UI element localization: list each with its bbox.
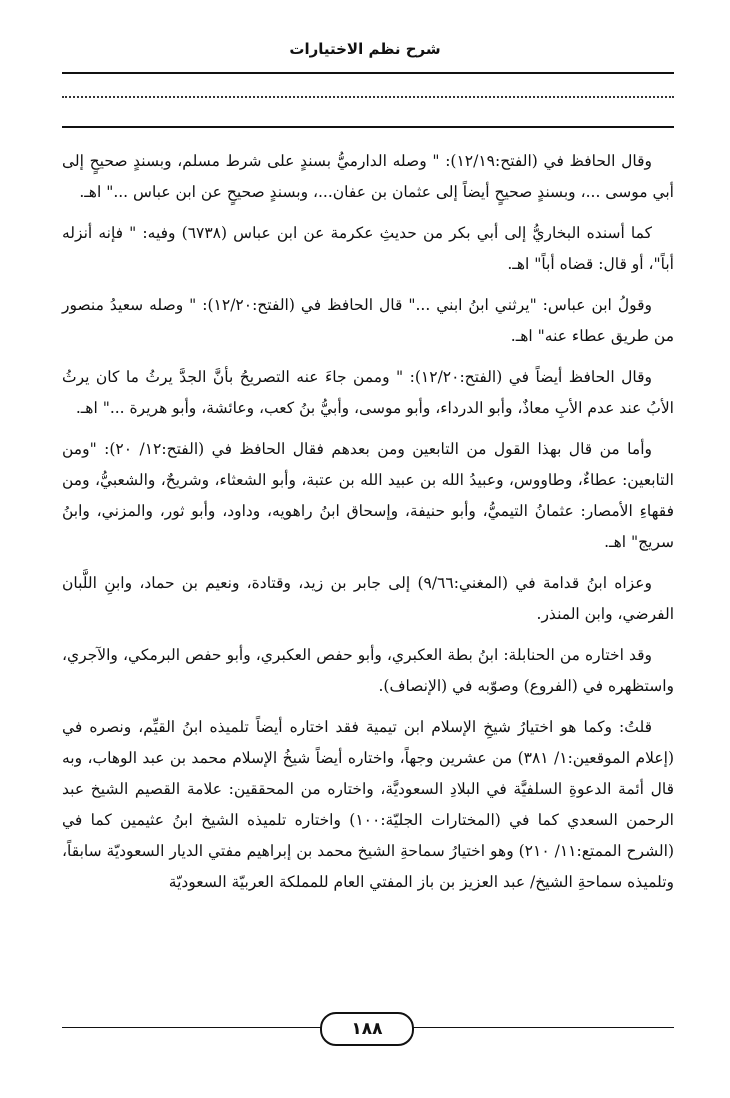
paragraph: وقولُ ابن عباس: "يرثني ابنُ ابني ..." قال الحافظ في (الفتح:١٢/٢٠): " وصله سعيدُ منصور من طريق عطاء عنه" اهـ. [62, 296, 674, 345]
paragraph: وعزاه ابنُ قدامة في (المغني:٩/٦٦) إلى جابر بن زيد، وقتادة، ونعيم بن حماد، وابنِ اللَّبان الفرضي، وابن المنذر. [62, 574, 674, 623]
page-header-title: شرح نظم الاختيارات [289, 40, 441, 58]
header-divider-lower [62, 126, 674, 128]
paragraph: كما أسنده البخاريُّ إلى أبي بكر من حديثِ عكرمة عن ابن عباس (٦٧٣٨) وفيه: " فإنه أنزله أباً"، أو قال: قضاه أباً" اهـ. [62, 224, 674, 273]
page-number: ١٨٨ [320, 1012, 414, 1046]
body-text [62, 146, 674, 908]
paragraph: قلتُ: وكما هو اختيارُ شيخِ الإسلام ابن تيمية فقد اختاره أيضاً تلميذه ابنُ القيِّم، ونصره في (إعلام الموقعين:١/ ٣٨١) من عشرين وجهاً، واختاره أيضاً شيخُ الإسلام محمد بن عبد الوهاب، وبه قال أئمة الدعوةِ السلفيَّة في البلادِ السعوديَّة، واختاره من المحققين: علامة القصيم الشيخ عبد الرحمن السعدي كما في (المختارات الجليّة:١٠٠) واختاره تلميذه الشيخ ابنُ عثيمين كما في (الشرح الممتع:١١/ ٢١٠) وهو اختيارُ سماحةِ الشيخ محمد بن إبراهيم مفتي الديار السعوديّة سابقاً، وتلميذه سماحةِ الشيخ/ عبد العزيز بن باز المفتي العام للمملكة العربيّة السعوديّة [62, 718, 674, 891]
dotted-separator [62, 96, 674, 98]
paragraph: وقد اختاره من الحنابلة: ابنُ بطة العكبري، وأبو حفص العكبري، وأبو حفص البرمكي، والآجري، واستظهره في (الفروع) وصوّبه في (الإنصاف). [62, 646, 674, 695]
header-divider [62, 72, 674, 74]
paragraph: وأما من قال بهذا القول من التابعين ومن بعدهم فقال الحافظ في (الفتح:١٢/ ٢٠): "ومن التابعين: عطاءٌ، وطاووس، وعبيدُ الله بن عبيد الله بن عتبة، وأبو الشعثاء، وشريحٌ، والشعبيُّ، ومن فقهاءِ الأمصار: عثمانُ التيميُّ، وأبو حنيفة، وإسحاق ابنُ راهويه، وداود، وأبو ثور، والمزني، وابنُ سريج" اهـ. [62, 440, 674, 551]
paragraph: وقال الحافظ في (الفتح:١٢/١٩): " وصله الدارميُّ بسندٍ على شرط مسلم، وبسندٍ صحيحٍ إلى أبي موسى ...، وبسندٍ صحيحٍ أيضاً إلى عثمان بن عفان...، وبسندٍ صحيحٍ عن ابن عباس ..." اهـ. [62, 152, 674, 201]
paragraph: وقال الحافظ أيضاً في (الفتح:١٢/٢٠): " وممن جاءَ عنه التصريحُ بأنَّ الجدَّ يرثُ ما كان يرثُ الأبُ عند عدم الأبِ معاذٌ، وأبو الدرداء، وأبو موسى، وأبيُّ بنُ كعب، وعائشة، وأبو هريرة ..." اهـ. [62, 368, 674, 417]
